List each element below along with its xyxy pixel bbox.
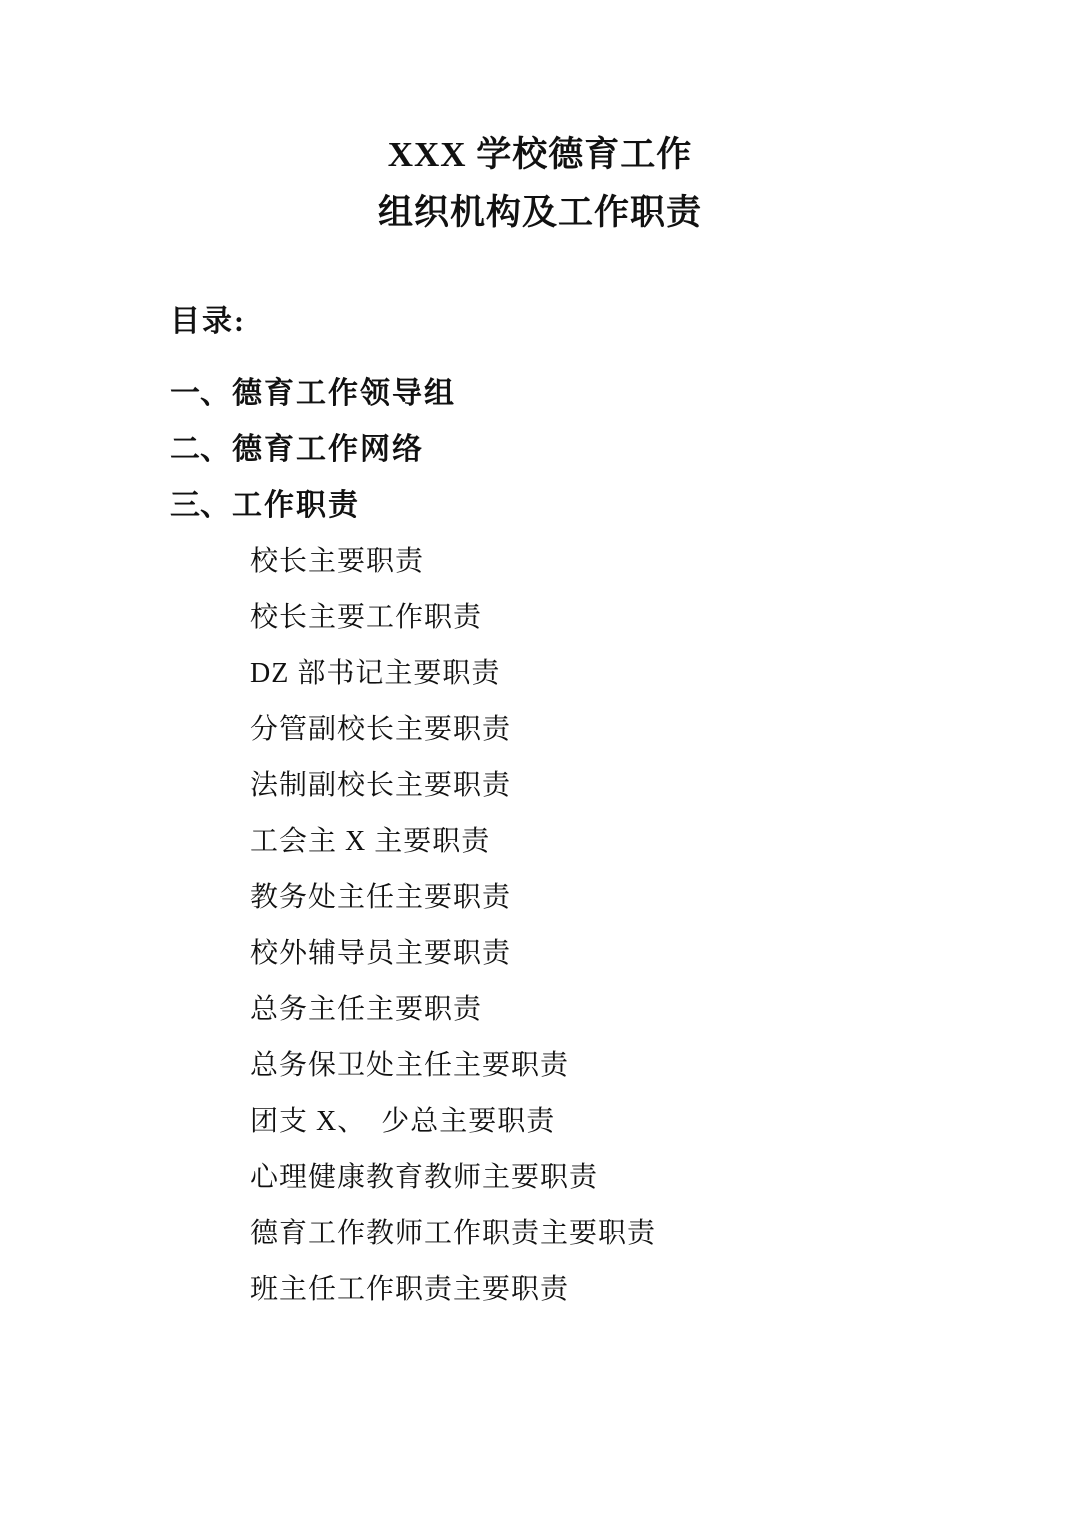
toc-item: 法制副校长主要职责 xyxy=(250,770,512,801)
toc-item: 工会主 X 主要职责 xyxy=(250,826,491,857)
toc-item: 班主任工作职责主要职责 xyxy=(250,1274,570,1305)
document-title xyxy=(0,0,1080,242)
toc-section-1 xyxy=(170,366,1080,422)
toc-heading: 目录: xyxy=(170,305,246,338)
toc-item: 校长主要职责 xyxy=(250,546,425,577)
toc-section-1-number: 一、 xyxy=(170,377,230,410)
toc-section-1-label: 德育工作领导组 xyxy=(232,377,456,410)
toc-item: DZ 部书记主要职责 xyxy=(250,658,501,689)
toc-item-list xyxy=(170,534,1080,1318)
toc-section-3 xyxy=(170,478,1080,534)
toc-item: 教务处主任主要职责 xyxy=(250,882,512,913)
toc-item: 总务保卫处主任主要职责 xyxy=(250,1050,570,1081)
toc-section-2-number: 二、 xyxy=(170,433,230,466)
toc-section-3-number: 三、 xyxy=(170,489,230,522)
document-body xyxy=(170,294,1080,1318)
toc-section-2 xyxy=(170,422,1080,478)
document-title-line-1: XXX 学校德育工作 xyxy=(387,135,693,174)
toc-item: 分管副校长主要职责 xyxy=(250,714,512,745)
toc-item: 校长主要工作职责 xyxy=(250,602,483,633)
toc-item: 总务主任主要职责 xyxy=(250,994,483,1025)
toc-item: 德育工作教师工作职责主要职责 xyxy=(250,1218,657,1249)
toc-section-3-label: 工作职责 xyxy=(232,489,360,522)
toc-section-2-label: 德育工作网络 xyxy=(232,433,424,466)
toc-item: 团支 X、 少总主要职责 xyxy=(250,1106,556,1137)
document-title-line-2: 组织机构及工作职责 xyxy=(377,193,702,232)
toc-item: 校外辅导员主要职责 xyxy=(250,938,512,969)
toc-item: 心理健康教育教师主要职责 xyxy=(250,1162,599,1193)
toc-section-list xyxy=(170,366,1080,534)
